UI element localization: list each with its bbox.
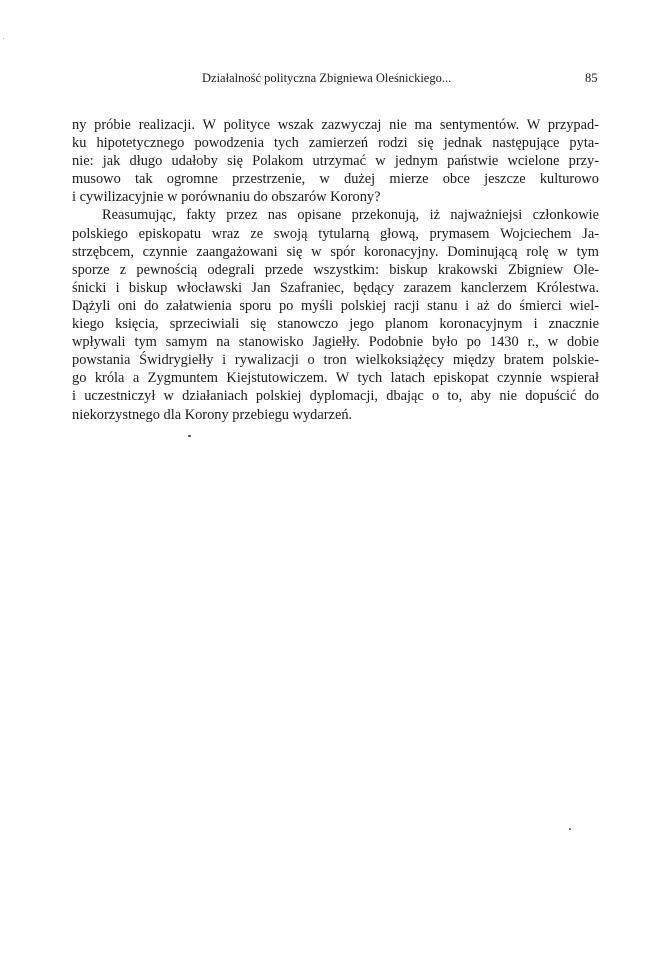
text-line: i cywilizacyjnie w porównaniu do obszarów Korony? — [72, 189, 381, 206]
text-line: go króla a Zygmuntem Kiejstutowiczem. W tych latach episkopat czynnie wspierał — [72, 370, 599, 387]
text-line: śnicki i biskup włocławski Jan Szafraniec, będący zarazem kanclerzem Królestwa. — [72, 279, 599, 296]
scan-speck — [188, 435, 191, 437]
page-number: 85 — [585, 71, 598, 85]
text-line: nie: jak długo udałoby się Polakom utrzymać w jednym państwie wcielone przy- — [72, 153, 599, 170]
text-line: strzębcem, czynnie zaangażowani się w spór koronacyjny. Dominującą rolę w tym — [72, 243, 599, 260]
text-line: wpływali tym samym na stanowisko Jagiełły. Podobnie było po 1430 r., w dobie — [72, 334, 599, 351]
text-line: i uczestniczył w działaniach polskiej dyplomacji, dbając o to, aby nie dopuścić do — [72, 388, 599, 405]
text-line: ku hipotetycznego powodzenia tych zamierzeń rodzi się jednak następujące pyta- — [72, 135, 599, 152]
text-line: polskiego episkopatu wraz ze swoją tytularną głową, prymasem Wojciechem Ja- — [72, 225, 599, 242]
scan-speck — [569, 828, 571, 830]
paragraph-1 — [72, 116, 599, 206]
text-line: sporze z pewnością odegrali przede wszystkim: biskup krakowski Zbigniew Ole- — [72, 261, 599, 278]
text-line: Reasumując, fakty przez nas opisane przekonują, iż najważniejsi członkowie — [102, 207, 599, 224]
running-header — [0, 71, 661, 89]
text-line: powstania Świdrygiełły i rywalizacji o tron wielkoksiążęcy między bratem polskie- — [72, 352, 599, 369]
text-line: kiego księcia, sprzeciwiali się stanowczo jego planom koronacyjnym i znacznie — [72, 316, 599, 333]
paragraph-2 — [72, 206, 599, 423]
scan-speck — [3, 38, 4, 39]
text-line: Dążyli oni do załatwienia sporu po myśli polskiej racji stanu i aż do śmierci wiel- — [72, 297, 599, 314]
text-line: musowo tak ogromne przestrzenie, w dużej mierze obce jeszcze kulturowo — [72, 171, 599, 188]
body-text — [72, 116, 599, 424]
text-line: niekorzystnego dla Korony przebiegu wydarzeń. — [72, 406, 353, 423]
text-line: ny próbie realizacji. W polityce wszak zazwyczaj nie ma sentymentów. W przypad- — [72, 117, 599, 133]
running-title: Działalność polityczna Zbigniewa Oleśnickiego... — [202, 71, 452, 85]
